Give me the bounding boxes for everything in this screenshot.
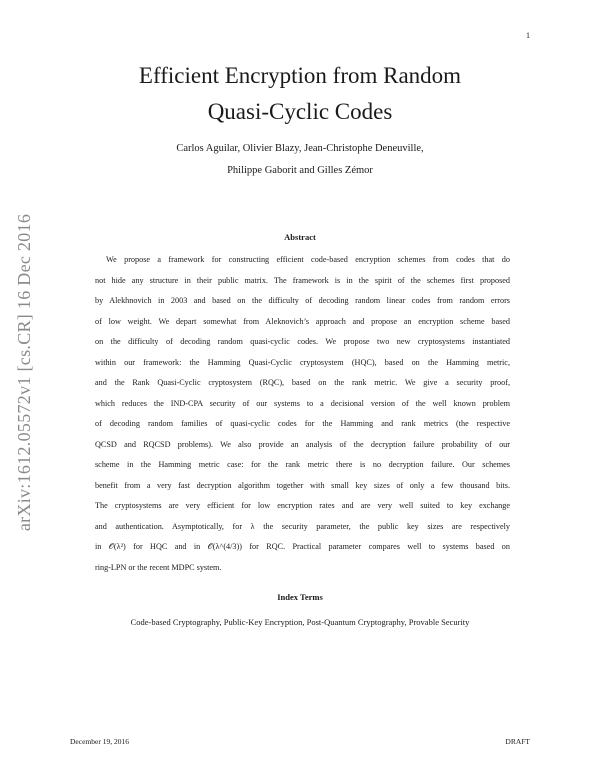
abstract-line: and the Rank Quasi-Cyclic cryptosystem (RQC), based on the rank metric. We give a security proof, <box>95 378 510 387</box>
abstract-line: ring-LPN or the recent MDPC system. <box>95 562 222 572</box>
abstract-line: The cryptosystems are very efficient for low encryption rates and are very well suited to key exchange <box>95 501 510 510</box>
abstract-line: not hide any structure in their public matrix. The framework is in the spirit of the schemes first proposed <box>95 275 510 285</box>
index-terms-heading: Index Terms <box>277 592 323 602</box>
abstract-line: and authentication. Asymptotically, for λ the security parameter, the public key sizes are respectively <box>95 521 510 531</box>
title-line: Quasi-Cyclic Codes <box>207 99 393 124</box>
abstract-line: We propose a framework for constructing efficient code-based encryption schemes from codes that do <box>106 255 510 264</box>
abstract-body <box>95 250 510 578</box>
footer-draft-label: DRAFT <box>505 737 530 746</box>
author-list <box>80 138 520 182</box>
page-number: 1 <box>526 31 530 40</box>
author-line: Philippe Gaborit and Gilles Zémor <box>227 165 373 176</box>
abstract-line: which reduces the IND-CPA security of our systems to a decisional version of the well known problem <box>95 398 510 408</box>
abstract-line: scheme in the Hamming metric case: for the rank metric there is no decryption failure. Our schemes <box>95 460 510 469</box>
author-line: Carlos Aguilar, Olivier Blazy, Jean-Christophe Deneuville, <box>176 143 424 154</box>
abstract-line: in 𝒪(λ²) for HQC and in 𝒪(λ^(4/3)) for RQC. Practical parameter compares well to systems based on <box>95 542 510 551</box>
index-terms: Code-based Cryptography, Public-Key Encryption, Post-Quantum Cryptography, Provable Security <box>130 617 470 627</box>
arxiv-identifier: arXiv:1612.05572v1 [cs.CR] 16 Dec 2016 <box>14 213 35 531</box>
paper-title <box>80 58 520 130</box>
abstract-line: on the difficulty of decoding random quasi-cyclic codes. We propose two new cryptosystems instantiated <box>95 337 510 346</box>
abstract-line: QCSD and RQCSD problems). We also provide an analysis of the decryption failure probability of our <box>95 439 510 449</box>
abstract-heading: Abstract <box>284 232 316 242</box>
title-line: Efficient Encryption from Random <box>138 63 462 88</box>
abstract-line: of low weight. We depart somewhat from Aleknovich’s approach and propose an encryption scheme based <box>95 316 510 326</box>
abstract-line: by Alekhnovich in 2003 and based on the difficulty of decoding random linear codes from random errors <box>95 296 510 305</box>
abstract-line: benefit from a very fast decryption algorithm together with small key sizes of only a few thousand bits. <box>95 480 510 490</box>
footer-date: December 19, 2016 <box>70 737 129 746</box>
abstract-line: of decoding random families of quasi-cyclic codes for the Hamming and rank metrics (the respective <box>95 419 510 428</box>
abstract-line: within our framework: the Hamming Quasi-Cyclic cryptosystem (HQC), based on the Hamming metric, <box>95 357 510 367</box>
